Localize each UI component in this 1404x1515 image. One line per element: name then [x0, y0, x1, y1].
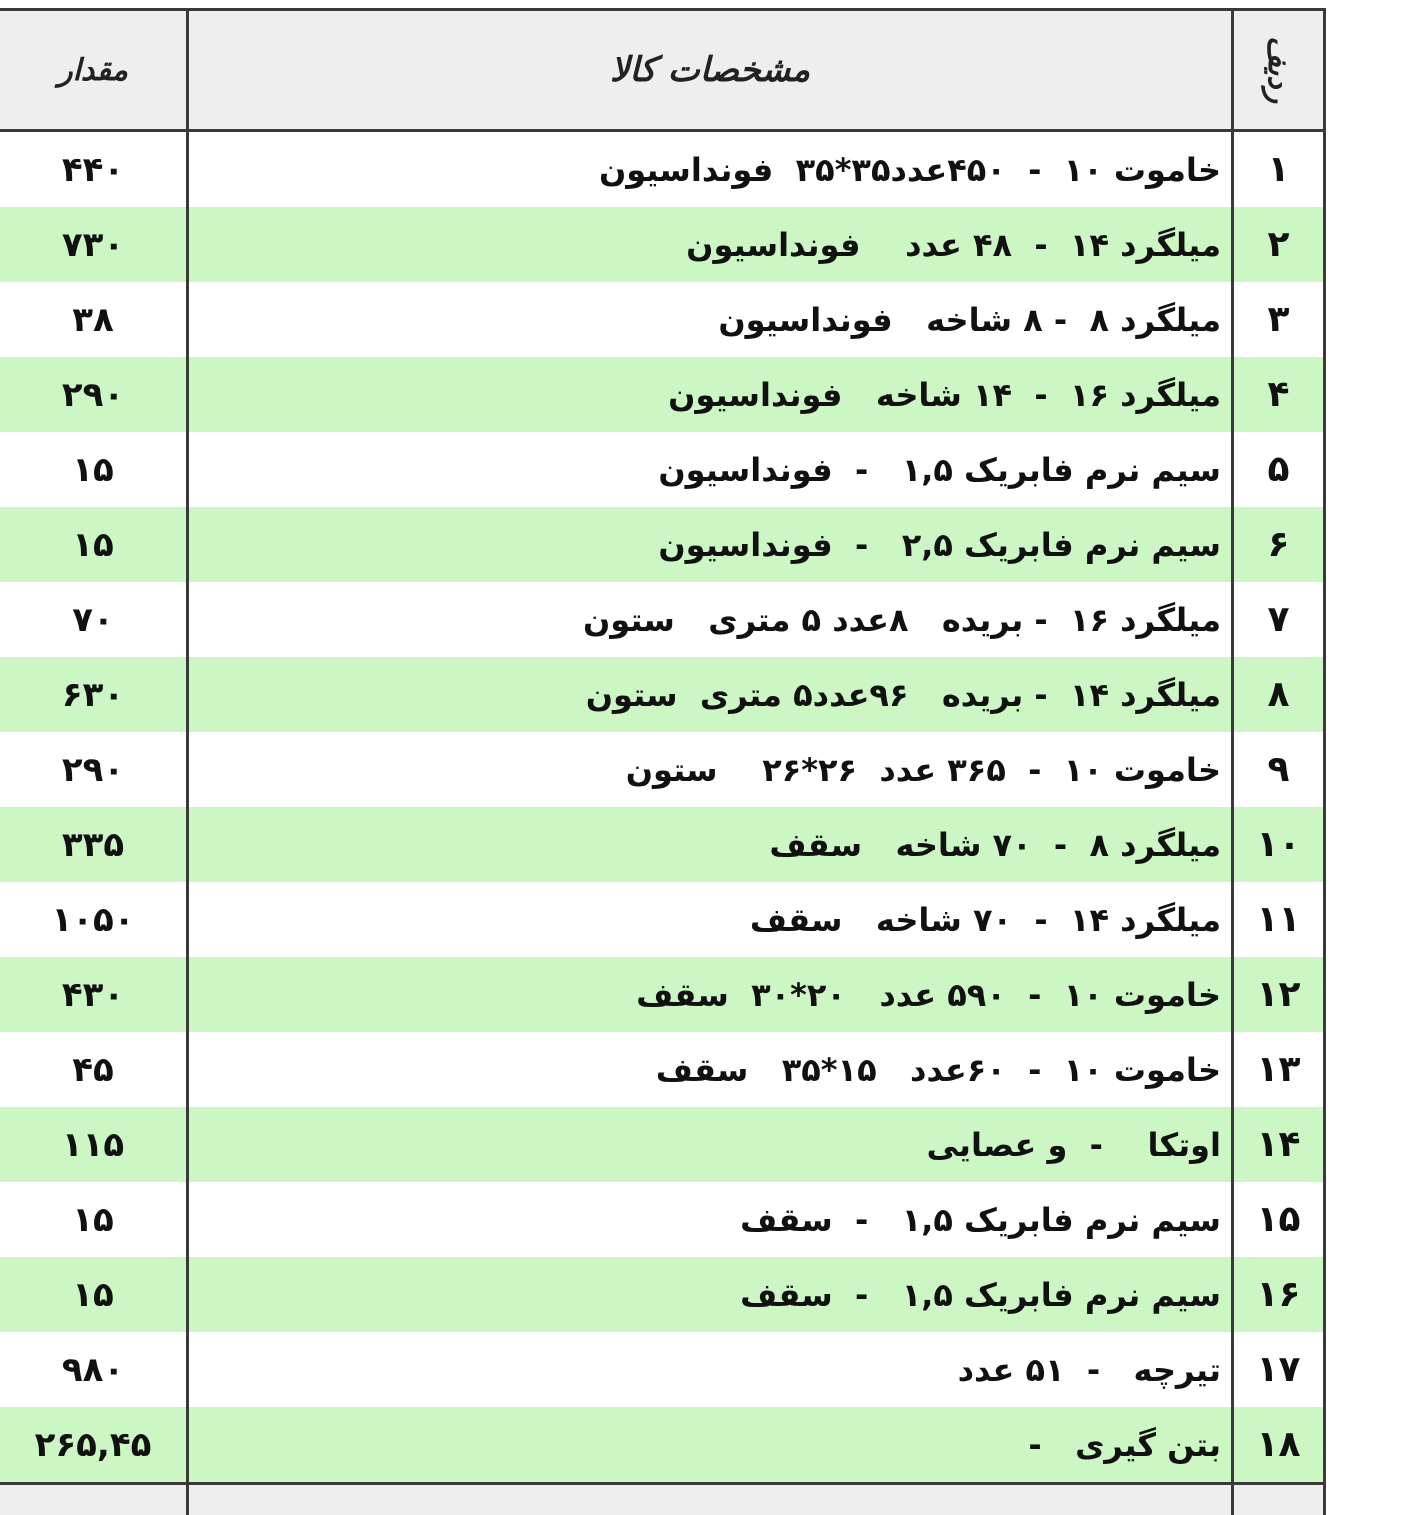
row-description: خاموت ۱۰ - ۳۶۵ عدد ۲۶*۲۶ ستون: [186, 732, 1231, 807]
table-header: [0, 11, 1323, 132]
row-quantity: ۱۵: [72, 449, 114, 490]
row-index: ۱۶: [1231, 1257, 1323, 1332]
row-index: ۵: [1231, 432, 1323, 507]
row-description: میلگرد ۸ - ۷۰ شاخه سقف: [186, 807, 1231, 882]
table-row[interactable]: [0, 282, 1323, 357]
table-footer: [0, 1482, 1323, 1515]
row-quantity: ۴۴۰: [61, 149, 125, 190]
row-index: ۱۰: [1231, 807, 1323, 882]
row-index: ۷: [1231, 582, 1323, 657]
row-quantity: ۲۶۵,۴۵: [34, 1424, 152, 1465]
table-row[interactable]: [0, 732, 1323, 807]
row-description: خاموت ۱۰ - ۶۰عدد ۱۵*۳۵ سقف: [186, 1032, 1231, 1107]
table-row[interactable]: [0, 432, 1323, 507]
row-index: ۸: [1231, 657, 1323, 732]
row-index: ۱: [1231, 132, 1323, 207]
table-row[interactable]: [0, 657, 1323, 732]
table-row[interactable]: [0, 1257, 1323, 1332]
row-description: خاموت ۱۰ - ۴۵۰عدد۳۵*۳۵ فونداسیون: [186, 132, 1231, 207]
header-description: مشخصات کالا: [186, 11, 1231, 129]
row-quantity: ۷۳۰: [61, 224, 125, 265]
row-description: خاموت ۱۰ - ۵۹۰ عدد ۲۰*۳۰ سقف: [186, 957, 1231, 1032]
table-row[interactable]: [0, 807, 1323, 882]
row-index: ۲: [1231, 207, 1323, 282]
row-index: ۹: [1231, 732, 1323, 807]
row-quantity: ۱۵: [72, 1274, 114, 1315]
table-body: [0, 132, 1323, 1482]
row-quantity: ۲۹۰: [61, 749, 125, 790]
row-description: میلگرد ۱۴ - بریده ۹۶عدد۵ متری ستون: [186, 657, 1231, 732]
row-description: سیم نرم فابریک ۲,۵ - فونداسیون: [186, 507, 1231, 582]
row-description: تیرچه - ۵۱ عدد: [186, 1332, 1231, 1407]
table-row[interactable]: [0, 507, 1323, 582]
table-row[interactable]: [0, 1182, 1323, 1257]
row-description: سیم نرم فابریک ۱,۵ - سقف: [186, 1257, 1231, 1332]
table-row[interactable]: [0, 1107, 1323, 1182]
row-index: ۴: [1231, 357, 1323, 432]
row-index: ۱۳: [1231, 1032, 1323, 1107]
row-description: میلگرد ۱۶ - بریده ۸عدد ۵ متری ستون: [186, 582, 1231, 657]
footer-description-cell: [186, 1485, 1231, 1515]
row-index: ۱۷: [1231, 1332, 1323, 1407]
row-description: میلگرد ۱۴ - ۷۰ شاخه سقف: [186, 882, 1231, 957]
table-row[interactable]: [0, 357, 1323, 432]
table-row[interactable]: [0, 207, 1323, 282]
row-index: ۱۸: [1231, 1407, 1323, 1482]
row-quantity: ۴۳۰: [61, 974, 125, 1015]
table-row[interactable]: [0, 582, 1323, 657]
row-index: ۱۲: [1231, 957, 1323, 1032]
table-row[interactable]: [0, 1407, 1323, 1482]
row-quantity: ۴۵: [72, 1049, 114, 1090]
row-description: سیم نرم فابریک ۱,۵ - فونداسیون: [186, 432, 1231, 507]
row-quantity: ۶۳۰: [61, 674, 125, 715]
row-index: ۶: [1231, 507, 1323, 582]
row-description: اوتکا - و عصایی: [186, 1107, 1231, 1182]
table-row[interactable]: [0, 1032, 1323, 1107]
row-index: ۱۴: [1231, 1107, 1323, 1182]
row-quantity: ۱۵: [72, 524, 114, 565]
row-description: میلگرد ۱۶ - ۱۴ شاخه فونداسیون: [186, 357, 1231, 432]
header-index: ردیف: [1231, 11, 1323, 129]
row-index: ۱۱: [1231, 882, 1323, 957]
row-quantity: ۷۰: [72, 599, 114, 640]
row-quantity: ۹۸۰: [61, 1349, 125, 1390]
right-margin: [1326, 0, 1404, 1500]
header-quantity: مقدار: [58, 52, 128, 88]
row-quantity: ۲۹۰: [61, 374, 125, 415]
row-index: ۳: [1231, 282, 1323, 357]
table-row[interactable]: [0, 957, 1323, 1032]
row-description: میلگرد ۸ - ۸ شاخه فونداسیون: [186, 282, 1231, 357]
table-row[interactable]: [0, 882, 1323, 957]
row-description: بتن گیری -: [186, 1407, 1231, 1482]
table-row[interactable]: [0, 132, 1323, 207]
row-quantity: ۱۱۵: [61, 1124, 125, 1165]
row-description: میلگرد ۱۴ - ۴۸ عدد فونداسیون: [186, 207, 1231, 282]
row-index: ۱۵: [1231, 1182, 1323, 1257]
footer-index-cell: [1231, 1485, 1323, 1515]
table-row[interactable]: [0, 1332, 1323, 1407]
row-quantity: ۱۵: [72, 1199, 114, 1240]
materials-table: [0, 8, 1326, 1515]
row-description: سیم نرم فابریک ۱,۵ - سقف: [186, 1182, 1231, 1257]
row-quantity: ۳۳۵: [61, 824, 125, 865]
row-quantity: ۳۸: [72, 299, 114, 340]
row-quantity: ۱۰۵۰: [51, 899, 135, 940]
